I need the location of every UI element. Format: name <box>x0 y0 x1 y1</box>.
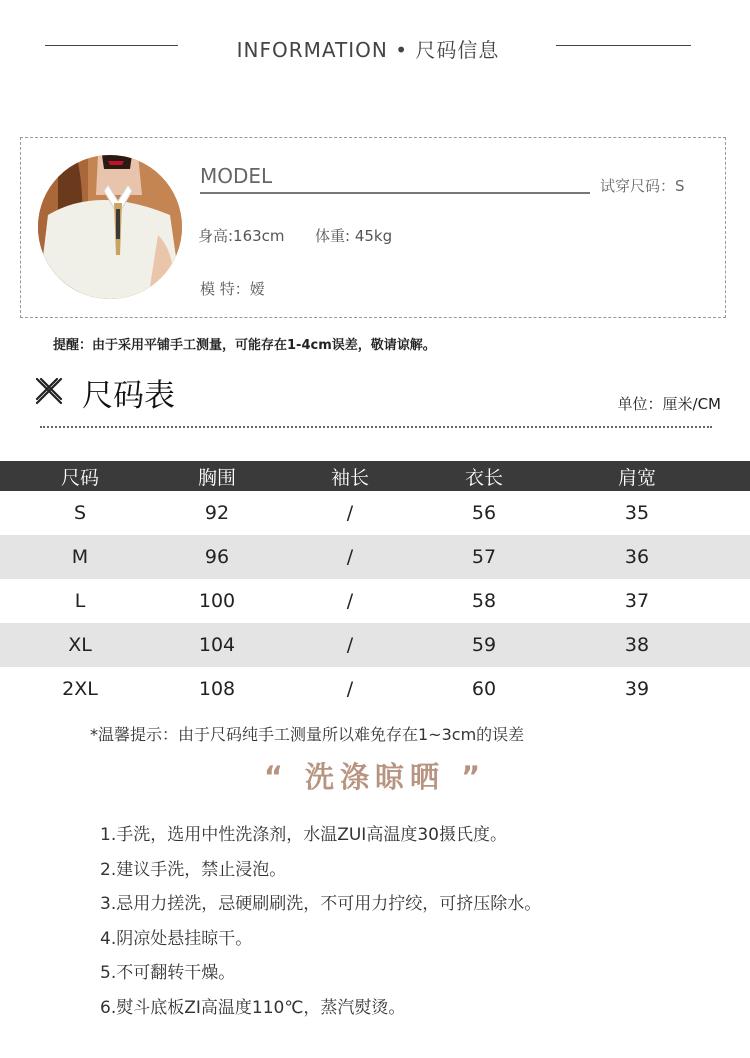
warm-tip: *温馨提示：由于尺码纯手工测量所以难免存在1~3cm的误差 <box>90 725 525 744</box>
table-cell: 38 <box>624 634 650 656</box>
care-title: “ 洗涤晾晒 ” <box>263 760 487 794</box>
table-cell: 59 <box>471 634 497 656</box>
column-header-shoulder: 肩宽 <box>617 466 656 489</box>
table-cell: 100 <box>198 590 236 612</box>
table-cell: 56 <box>471 502 497 524</box>
table-cell: 92 <box>204 502 230 524</box>
table-cell: / <box>346 590 354 612</box>
header-right-line <box>556 45 691 46</box>
table-cell: 36 <box>624 546 650 568</box>
size-table <box>0 461 750 711</box>
table-cell: 35 <box>624 502 650 524</box>
table-cell: / <box>346 634 354 656</box>
column-header-length: 衣长 <box>464 466 503 489</box>
column-header-sleeve: 袖长 <box>330 466 369 489</box>
model-photo <box>38 155 182 299</box>
measurement-reminder: 提醒：由于采用平铺手工测量，可能存在1-4cm误差，敬请谅解。 <box>53 338 436 353</box>
table-cell: L <box>74 590 86 612</box>
table-cell: M <box>71 546 89 568</box>
model-photo-illustration <box>38 155 182 299</box>
table-cell: 96 <box>204 546 230 568</box>
size-chart-title: 尺码表 <box>82 378 175 414</box>
table-cell: 104 <box>198 634 236 656</box>
list-item: 1.手洗，选用中性洗涤剂，水温ZUI高温度30摄氏度。 <box>100 825 507 845</box>
table-cell: 2XL <box>62 678 98 700</box>
table-cell: 37 <box>624 590 650 612</box>
table-cell: / <box>346 678 354 700</box>
list-item: 4.阴凉处悬挂晾干。 <box>100 928 253 949</box>
model-label: MODEL <box>200 164 273 188</box>
scissors-icon <box>33 375 65 407</box>
table-cell: XL <box>68 634 92 656</box>
care-list <box>100 818 541 1025</box>
model-name: 模 特：嫒 <box>200 280 265 298</box>
table-cell: S <box>73 502 87 524</box>
table-row <box>0 535 750 579</box>
table-cell: 58 <box>471 590 497 612</box>
column-header-bust: 胸围 <box>197 466 236 489</box>
table-header-row <box>0 461 750 491</box>
list-item: 3.忌用力搓洗，忌硬刷刷洗，不可用力拧绞，可挤压除水。 <box>100 894 542 914</box>
model-height: 身高:163cm <box>198 227 285 245</box>
table-cell: / <box>346 546 354 568</box>
table-row <box>0 491 750 535</box>
table-row <box>0 579 750 623</box>
list-item: 2.建议手洗，禁止浸泡。 <box>100 859 287 880</box>
dotted-divider <box>40 426 712 428</box>
table-cell: 57 <box>471 546 497 568</box>
table-row <box>0 667 750 711</box>
table-cell: / <box>346 502 354 524</box>
table-row <box>0 623 750 667</box>
header-left-line <box>45 45 178 46</box>
table-cell: 39 <box>624 678 650 700</box>
page-title: INFORMATION • 尺码信息 <box>236 38 500 62</box>
unit-label: 单位：厘米/CM <box>617 395 721 413</box>
table-cell: 60 <box>471 678 497 700</box>
table-cell: 108 <box>198 678 236 700</box>
list-item: 5.不可翻转干燥。 <box>100 963 236 983</box>
model-weight: 体重: 45kg <box>315 227 393 245</box>
model-underline <box>200 192 590 194</box>
trial-size: 试穿尺码：S <box>600 177 685 195</box>
list-item: 6.熨斗底板ZI高温度110℃，蒸汽熨烫。 <box>100 997 406 1018</box>
column-header-size: 尺码 <box>60 466 99 489</box>
